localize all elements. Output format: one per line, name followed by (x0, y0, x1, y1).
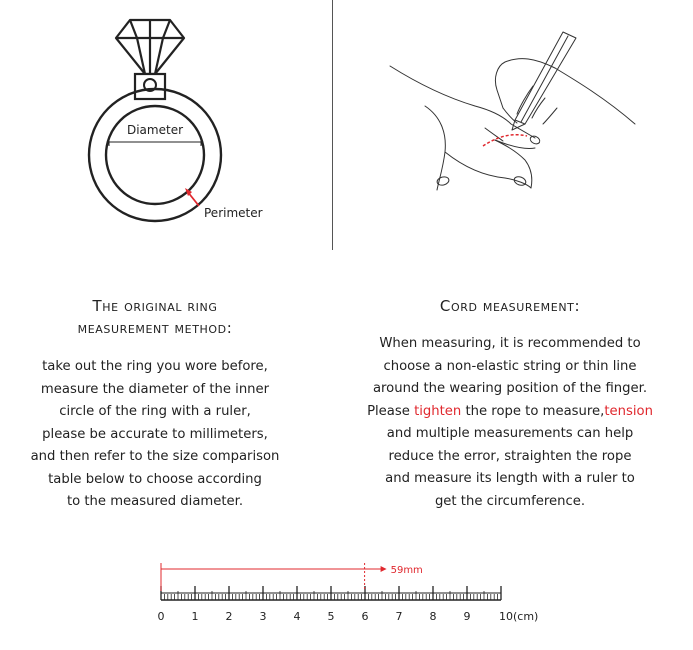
perimeter-label: Perimeter (204, 206, 263, 220)
measurement-cord (483, 135, 527, 146)
ruler-tick-label: 0 (157, 610, 165, 623)
tighten-highlight: tighten (414, 403, 462, 419)
right-body-line: reduce the error, straighten the rope (388, 448, 632, 464)
hand-measuring-illustration (385, 28, 645, 198)
left-title-line-1: The original ring (92, 297, 218, 315)
diamond-icon (116, 20, 184, 74)
right-body-line: get the circumference. (434, 493, 586, 509)
left-title-line-2: measurement method: (77, 319, 233, 337)
ring-inner-circle (106, 106, 204, 204)
left-body-line: table below to choose according (48, 471, 262, 487)
ruler-tick-label: 3 (259, 610, 267, 623)
ruler-tick-label: 6 (361, 610, 369, 623)
left-section-title (30, 295, 280, 339)
right-title: Cord measurement: (439, 297, 581, 315)
tension-highlight: tension (604, 403, 653, 419)
measurement-arrow-icon (381, 566, 387, 572)
ruler-tick-label: 1 (191, 610, 199, 623)
ruler-diagram (145, 555, 565, 635)
right-body-line: When measuring, it is recommended to (379, 336, 641, 351)
right-section-body (360, 333, 660, 513)
right-body-line: choose a non-elastic string or thin line (383, 358, 637, 374)
left-body-line: circle of the ring with a ruler, (59, 404, 251, 419)
ruler-tick-label: 10(cm) (499, 610, 539, 623)
left-body-line: please be accurate to millimeters, (42, 426, 268, 442)
ruler-tick-label: 2 (225, 610, 233, 623)
ruler-tick-label: 8 (429, 610, 437, 623)
ruler-tick-label: 5 (327, 610, 335, 623)
right-body-line: Please tighten the rope to measure,tension (367, 403, 653, 419)
section-divider (332, 0, 333, 250)
left-body-line: take out the ring you wore before, (42, 359, 268, 374)
ruler-tick-label: 9 (463, 610, 471, 623)
right-section-title (385, 295, 635, 317)
right-body-line: around the wearing position of the finger. (372, 381, 648, 396)
left-body-line: to the measured diameter. (66, 494, 244, 509)
left-section-body (20, 356, 290, 514)
ruler-tick-labels (158, 610, 539, 623)
ring-outer-circle (89, 89, 221, 221)
measurement-label: 59mm (390, 565, 423, 576)
left-body-line: and then refer to the size comparison (30, 449, 280, 464)
ruler-tick-label: 7 (395, 610, 403, 623)
ring-setting (135, 74, 165, 99)
right-body-line: and multiple measurements can help (386, 426, 634, 441)
ring-illustration (75, 10, 275, 225)
perimeter-arrow-icon (185, 188, 199, 206)
diameter-label: Diameter (126, 123, 184, 137)
ruler-tick-label: 4 (293, 610, 301, 623)
right-body-line: and measure its length with a ruler to (385, 471, 635, 486)
left-body-line: measure the diameter of the inner (40, 381, 270, 397)
pen-icon (512, 32, 576, 130)
